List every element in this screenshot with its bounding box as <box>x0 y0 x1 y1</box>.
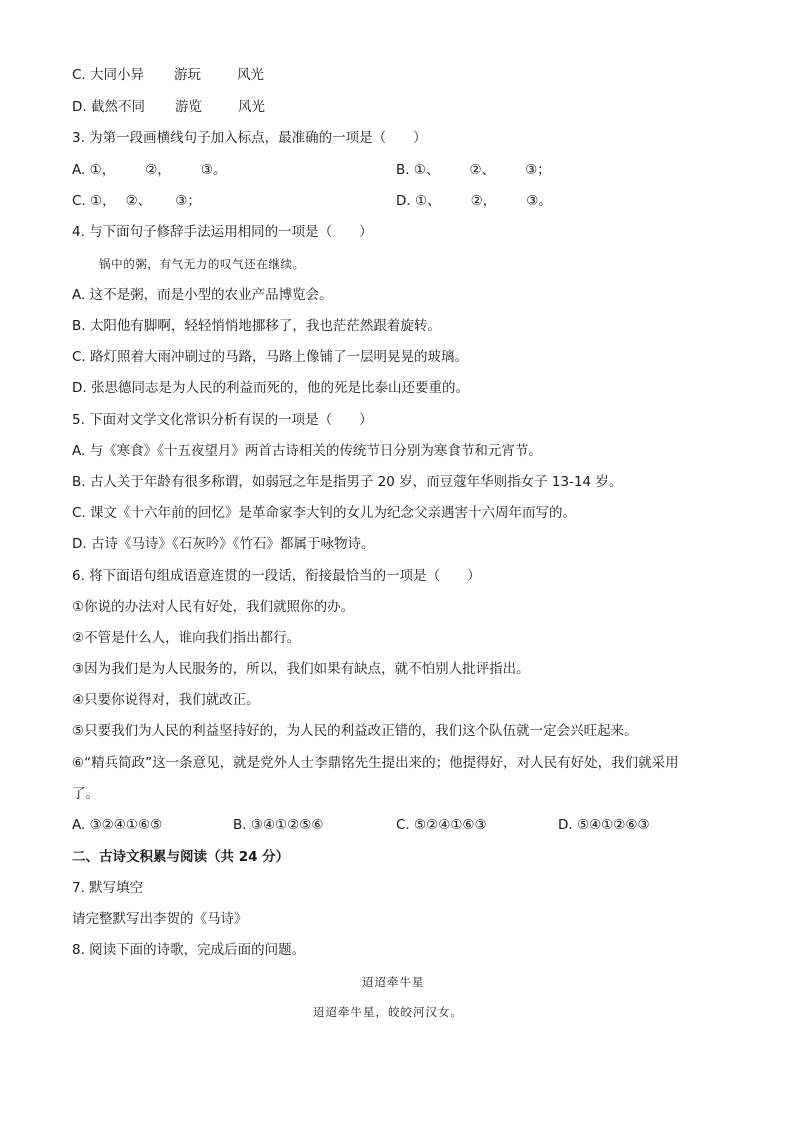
option-word-1: 大同小异 <box>90 67 145 83</box>
q3-option-b <box>396 161 551 179</box>
q7-instruction: 请完整默写出李贺的《马诗》 <box>72 911 248 927</box>
q2-option-d <box>72 98 265 116</box>
option-word-1: 截然不同 <box>90 99 145 115</box>
q3-option-c <box>72 192 201 210</box>
q2-option-c <box>72 66 264 84</box>
option-letter: C. <box>72 193 86 209</box>
option-part-2: ②， <box>145 162 171 178</box>
q5-option-c: C. 课文《十六年前的回忆》是革命家李大钊的女儿为纪念父亲遇害十六周年而写的。 <box>72 505 577 521</box>
option-word-2: 游览 <box>174 99 202 115</box>
q8-stem: 8. 阅读下面的诗歌，完成后面的问题。 <box>72 942 306 958</box>
q6-option-a: A. ③②④①⑥⑤ <box>72 817 163 833</box>
option-part-3: ③。 <box>526 193 552 209</box>
q3-option-d <box>396 192 552 210</box>
q4-example-sentence: 锅中的粥，有气无力的叹气还在继续。 <box>99 257 305 271</box>
q5-option-d: D. 古诗《马诗》《石灰吟》《竹石》都属于咏物诗。 <box>72 536 375 552</box>
q3-option-a <box>72 161 226 179</box>
q6-sentence-1: ①你说的办法对人民有好处，我们就照你的办。 <box>72 599 355 615</box>
q6-sentence-2: ②不管是什么人，谁向我们指出都行。 <box>72 630 301 646</box>
q6-sentence-4: ④只要你说得对，我们就改正。 <box>72 692 260 708</box>
option-word-2: 游玩 <box>174 67 202 83</box>
option-part-1: ①、 <box>414 193 441 209</box>
option-part-1: ①， <box>89 162 116 178</box>
option-part-2: ②、 <box>125 193 152 209</box>
option-part-3: ③。 <box>200 162 227 178</box>
section-heading: 二、古诗文积累与阅读（共 24 分） <box>72 849 290 865</box>
option-part-3: ③； <box>525 162 551 178</box>
q6-sentence-6-continued: 了。 <box>72 786 99 802</box>
option-word-3: 风光 <box>237 99 265 115</box>
q6-option-c: C. ⑤②④①⑥③ <box>396 817 487 833</box>
q6-option-b: B. ③④①②⑤⑥ <box>233 817 324 833</box>
q7-stem: 7. 默写填空 <box>72 880 144 896</box>
option-word-3: 风光 <box>237 67 265 83</box>
option-part-2: ②， <box>470 193 497 209</box>
q3-stem: 3. 为第一段画横线句子加入标点，最准确的一项是（ ） <box>72 130 427 146</box>
q4-stem: 4. 与下面句子修辞手法运用相同的一项是（ ） <box>72 224 373 240</box>
q5-stem: 5. 下面对文学文化常识分析有误的一项是（ ） <box>72 412 373 428</box>
q6-option-d: D. ⑤④①②⑥③ <box>558 817 650 833</box>
q4-option-a: A. 这不是粥，而是小型的农业产品博览会。 <box>72 287 333 303</box>
option-letter: C. <box>72 67 86 83</box>
q6-sentence-5: ⑤只要我们为人民的利益坚持好的，为人民的利益改正错的，我们这个队伍就一定会兴旺起来。 <box>72 723 638 739</box>
q4-option-b: B. 太阳他有脚啊，轻轻悄悄地挪移了，我也茫茫然跟着旋转。 <box>72 318 441 334</box>
q6-sentence-3: ③因为我们是为人民服务的，所以，我们如果有缺点，就不怕别人批评指出。 <box>72 661 530 677</box>
option-part-1: ①， <box>90 193 116 209</box>
poem-title: 迢迢牵牛星 <box>362 975 425 989</box>
q6-sentence-6: ⑥“精兵简政”这一条意见，就是党外人士李鼎铭先生提出来的；他提得好，对人民有好处，我们就采用 <box>72 755 679 771</box>
option-part-3: ③； <box>175 193 201 209</box>
option-letter: D. <box>72 99 87 115</box>
q4-option-c: C. 路灯照着大雨冲刷过的马路，马路上像铺了一层明晃晃的玻璃。 <box>72 349 469 365</box>
option-letter: B. <box>396 162 410 178</box>
option-letter: A. <box>72 162 86 178</box>
q5-option-b: B. 古人关于年龄有很多称谓，如弱冠之年是指男子 20 岁，而豆蔻年华则指女子 13-14 岁。 <box>72 474 623 490</box>
q5-option-a: A. 与《寒食》《十五夜望月》两首古诗相关的传统节日分别为寒食节和元宵节。 <box>72 443 542 459</box>
q4-option-d: D. 张思德同志是为人民的利益而死的，他的死是比泰山还要重的。 <box>72 380 469 396</box>
option-part-1: ①、 <box>413 162 440 178</box>
option-part-2: ②、 <box>469 162 496 178</box>
option-letter: D. <box>396 193 411 209</box>
q6-stem: 6. 将下面语句组成语意连贯的一段话，衔接最恰当的一项是（ ） <box>72 568 481 584</box>
poem-line-1: 迢迢牵牛星，皎皎河汉女。 <box>313 1005 463 1019</box>
